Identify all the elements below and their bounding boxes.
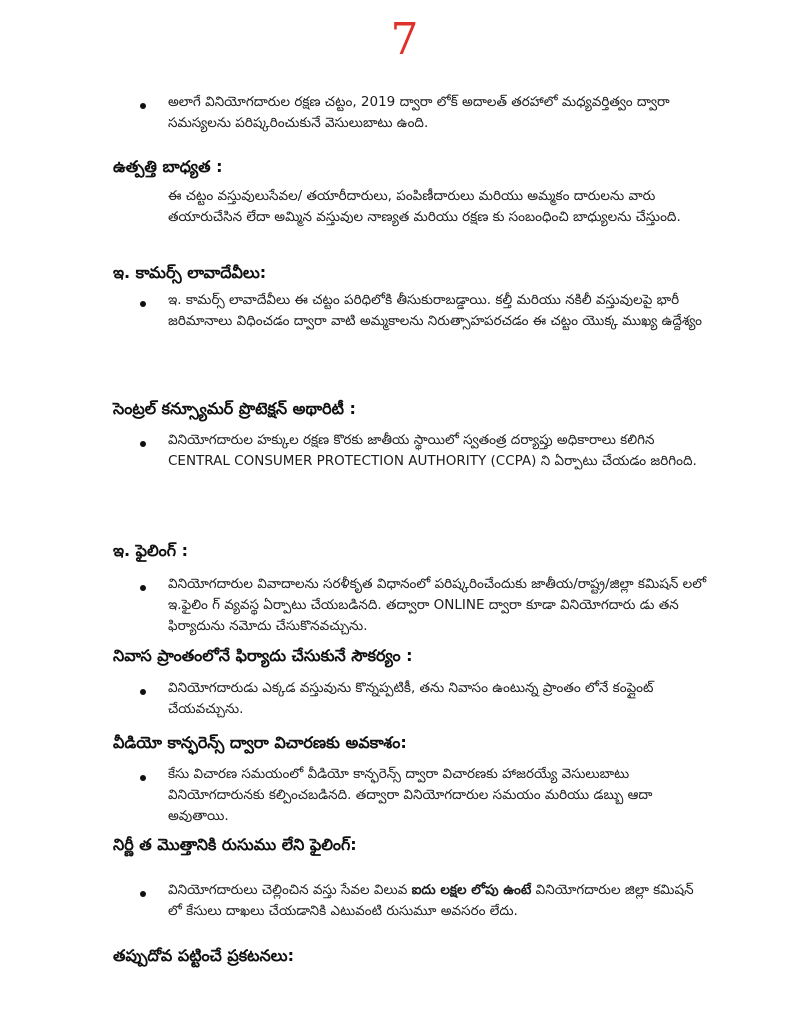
bullet-intro (140, 103, 146, 109)
heading-video-conference: వీడియో కాన్ఫరెన్స్ ద్వారా విచారణకు అవకాశం: (113, 733, 407, 752)
bullet-efiling (140, 585, 146, 591)
paragraph-product-liability: ఈ చట్టం వస్తువులుసేవల/ తయారీదారులు, పంపిణీదారులు మరియు అమ్మకం దారులను వారు తయారుచేసిన లేదా అమ్మిన వస్తువుల నాణ్యత మరియు రక్షణ కు సంబంధించి బాధ్యులను చేస్తుంది. (168, 188, 681, 225)
heading-fee-free-filing: నిర్ణీ త మొత్తానికి రుసుము లేని ఫైలింగ్: (113, 835, 357, 854)
bullet-video-conference (140, 775, 146, 781)
heading-efiling: ఇ. ఫైలింగ్ : (113, 541, 189, 560)
bullet-residence-complaint (140, 689, 146, 695)
fee-text-bold: ఐదు లక్షల లోపు ఉంటే (411, 882, 532, 898)
fee-text-before: వినియోగదారులు చెల్లించిన వస్తు సేవల విలువ (168, 882, 412, 898)
fee-text-after: వినియోగదారుల జిల్లా కమిషన్ లో కేసులు దాఖలు చేయడానికి ఎటువంటి రుసుమూ అవసరం లేదు. (168, 882, 694, 919)
paragraph-efiling: వినియోగదారుల వివాదాలను సరళీకృత విధానంలో పరిష్కరించేందుకు జాతీయ/రాష్ట్ర/జిల్లా కమిషన్ లలో ఇ.ఫైలిం గ్ వ్యవస్థ ఏర్పాటు చేయబడినది. తద్వారా ONLINE ద్వారా కూడా వినియోగదారు డు తన ఫిర్యాదును నమోదు చేసుకొనవచ్చును. (168, 576, 707, 634)
heading-ccpa: సెంట్రల్ కన్స్యూమర్ ప్రొటెక్షన్ అథారిటీ : (113, 399, 356, 418)
bullet-ccpa (140, 441, 146, 447)
paragraph-video-conference: కేసు విచారణ సమయంలో వీడియో కాన్ఫరెన్స్ ద్వారా విచారణకు హాజరయ్యే వెసులుబాటు వినియోగదారునకు కల్పించబడినది. తద్వారా వినియోగదారుల సమయం మరియు డబ్బు ఆదా అవుతాయి. (168, 766, 653, 824)
heading-product-liability: ఉత్పత్తి బాధ్యత : (113, 157, 223, 176)
bullet-fee-free-filing (140, 891, 146, 897)
heading-misleading-ads: తప్పుదోవ పట్టించే ప్రకటనలు: (113, 946, 294, 965)
paragraph-ecommerce: ఇ. కామర్స్ లావాదేవీలు ఈ చట్టం పరిధిలోకి తీసుకురాబడ్డాయి. కల్తీ మరియు నకిలీ వస్తువులపై భారీ జరిమానాలు విధించడం ద్వారా వాటి అమ్మకాలను నిరుత్సాహపరచడం ఈ చట్టం యొక్క ముఖ్య ఉద్దేశ్యం (168, 292, 702, 329)
heading-residence-complaint: నివాస ప్రాంతంలోనే ఫిర్యాదు చేసుకునే సౌకర్యం : (113, 646, 413, 665)
paragraph-fee-free-filing (168, 880, 708, 922)
intro-paragraph: అలాగే వినియోగదారుల రక్షణ చట్టం, 2019 ద్వారా లోక్ అదాలత్ తరహాలో మధ్యవర్తిత్వం ద్వారా సమస్యలను పరిష్కరించుకునే వెసులుబాటు ఉంది. (168, 94, 670, 131)
bullet-ecommerce (140, 301, 146, 307)
page-number: 7 (390, 14, 419, 65)
paragraph-ccpa: వినియోగదారుల హక్కుల రక్షణ కొరకు జాతీయ స్థాయిలో స్వతంత్ర దర్యాప్తు అధికారాలు కలిగిన CENTRAL CONSUMER PROTECTION AUTHORITY (CCPA) ని ఏర్పాటు చేయడం జరిగింది. (168, 432, 697, 469)
heading-ecommerce: ఇ. కామర్స్ లావాదేవీలు: (113, 263, 267, 282)
paragraph-residence-complaint: వినియోగదారుడు ఎక్కడ వస్తువును కొన్నప్పటికీ, తను నివాసం ఉంటున్న ప్రాంతం లోనే కంప్లైంట్ చేయవచ్చును. (168, 680, 654, 717)
